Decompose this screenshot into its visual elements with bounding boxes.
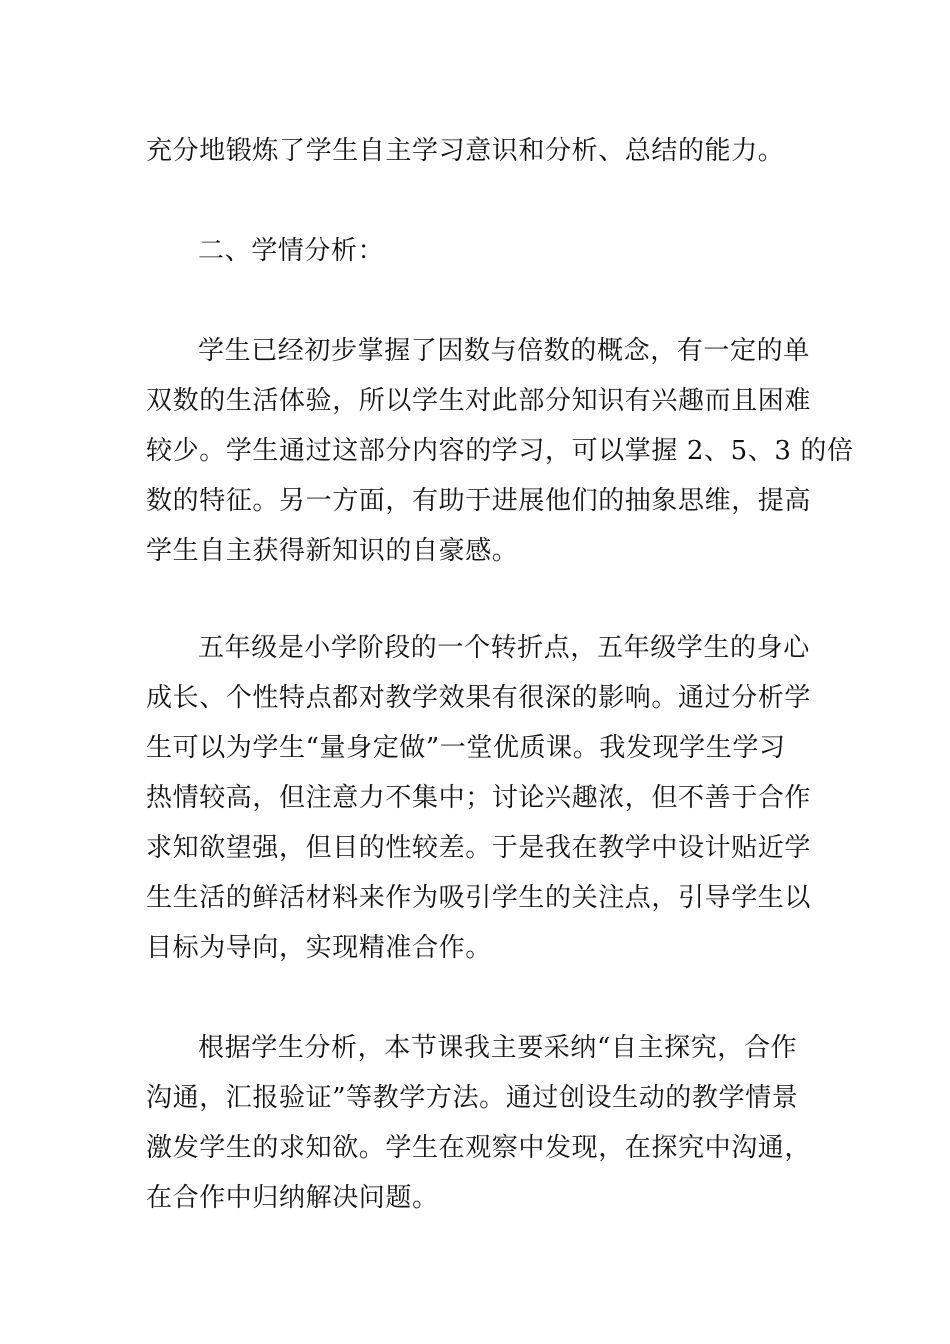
paragraph-3-line-2: 沟通，汇报验证”等教学方法。通过创设生动的教学情景 [146, 1083, 799, 1113]
paragraph-3-line-4: 在合作中归纳解决问题。 [146, 1183, 439, 1213]
paragraph-2-line-6: 生生活的鲜活材料来作为吸引学生的关注点，引导学生以 [146, 883, 812, 913]
paragraph-2-line-1: 五年级是小学阶段的一个转折点，五年级学生的身心 [198, 633, 810, 663]
paragraph-continuation-line: 充分地锻炼了学生自主学习意识和分析、总结的能力。 [146, 136, 785, 166]
paragraph-2-line-7: 目标为导向，实现精准合作。 [146, 933, 492, 963]
paragraph-2-line-3: 生可以为学生“量身定做”一堂优质课。我发现学生学习 [146, 733, 786, 763]
paragraph-3-line-1: 根据学生分析，本节课我主要采纳“自主探究，合作 [198, 1033, 798, 1063]
paragraph-1-line-1: 学生已经初步掌握了因数与倍数的概念，有一定的单 [198, 336, 810, 366]
paragraph-1-line-3: 较少。学生通过这部分内容的学习，可以掌握 2、5、3 的倍 [146, 436, 854, 466]
paragraph-2-line-5: 求知欲望强，但目的性较差。于是我在教学中设计贴近学 [146, 833, 812, 863]
paragraph-1-line-4: 数的特征。另一方面，有助于进展他们的抽象思维，提高 [146, 486, 812, 516]
paragraph-1-line-2: 双数的生活体验，所以学生对此部分知识有兴趣而且困难 [146, 386, 812, 416]
paragraph-2-line-4: 热情较高，但注意力不集中；讨论兴趣浓，但不善于合作 [146, 783, 812, 813]
paragraph-1-line-5: 学生自主获得新知识的自豪感。 [146, 536, 519, 566]
paragraph-2-line-2: 成长、个性特点都对教学效果有很深的影响。通过分析学 [146, 683, 812, 713]
paragraph-3-line-3: 激发学生的求知欲。学生在观察中发现，在探究中沟通， [146, 1133, 812, 1163]
section-heading: 二、学情分析： [198, 236, 385, 266]
